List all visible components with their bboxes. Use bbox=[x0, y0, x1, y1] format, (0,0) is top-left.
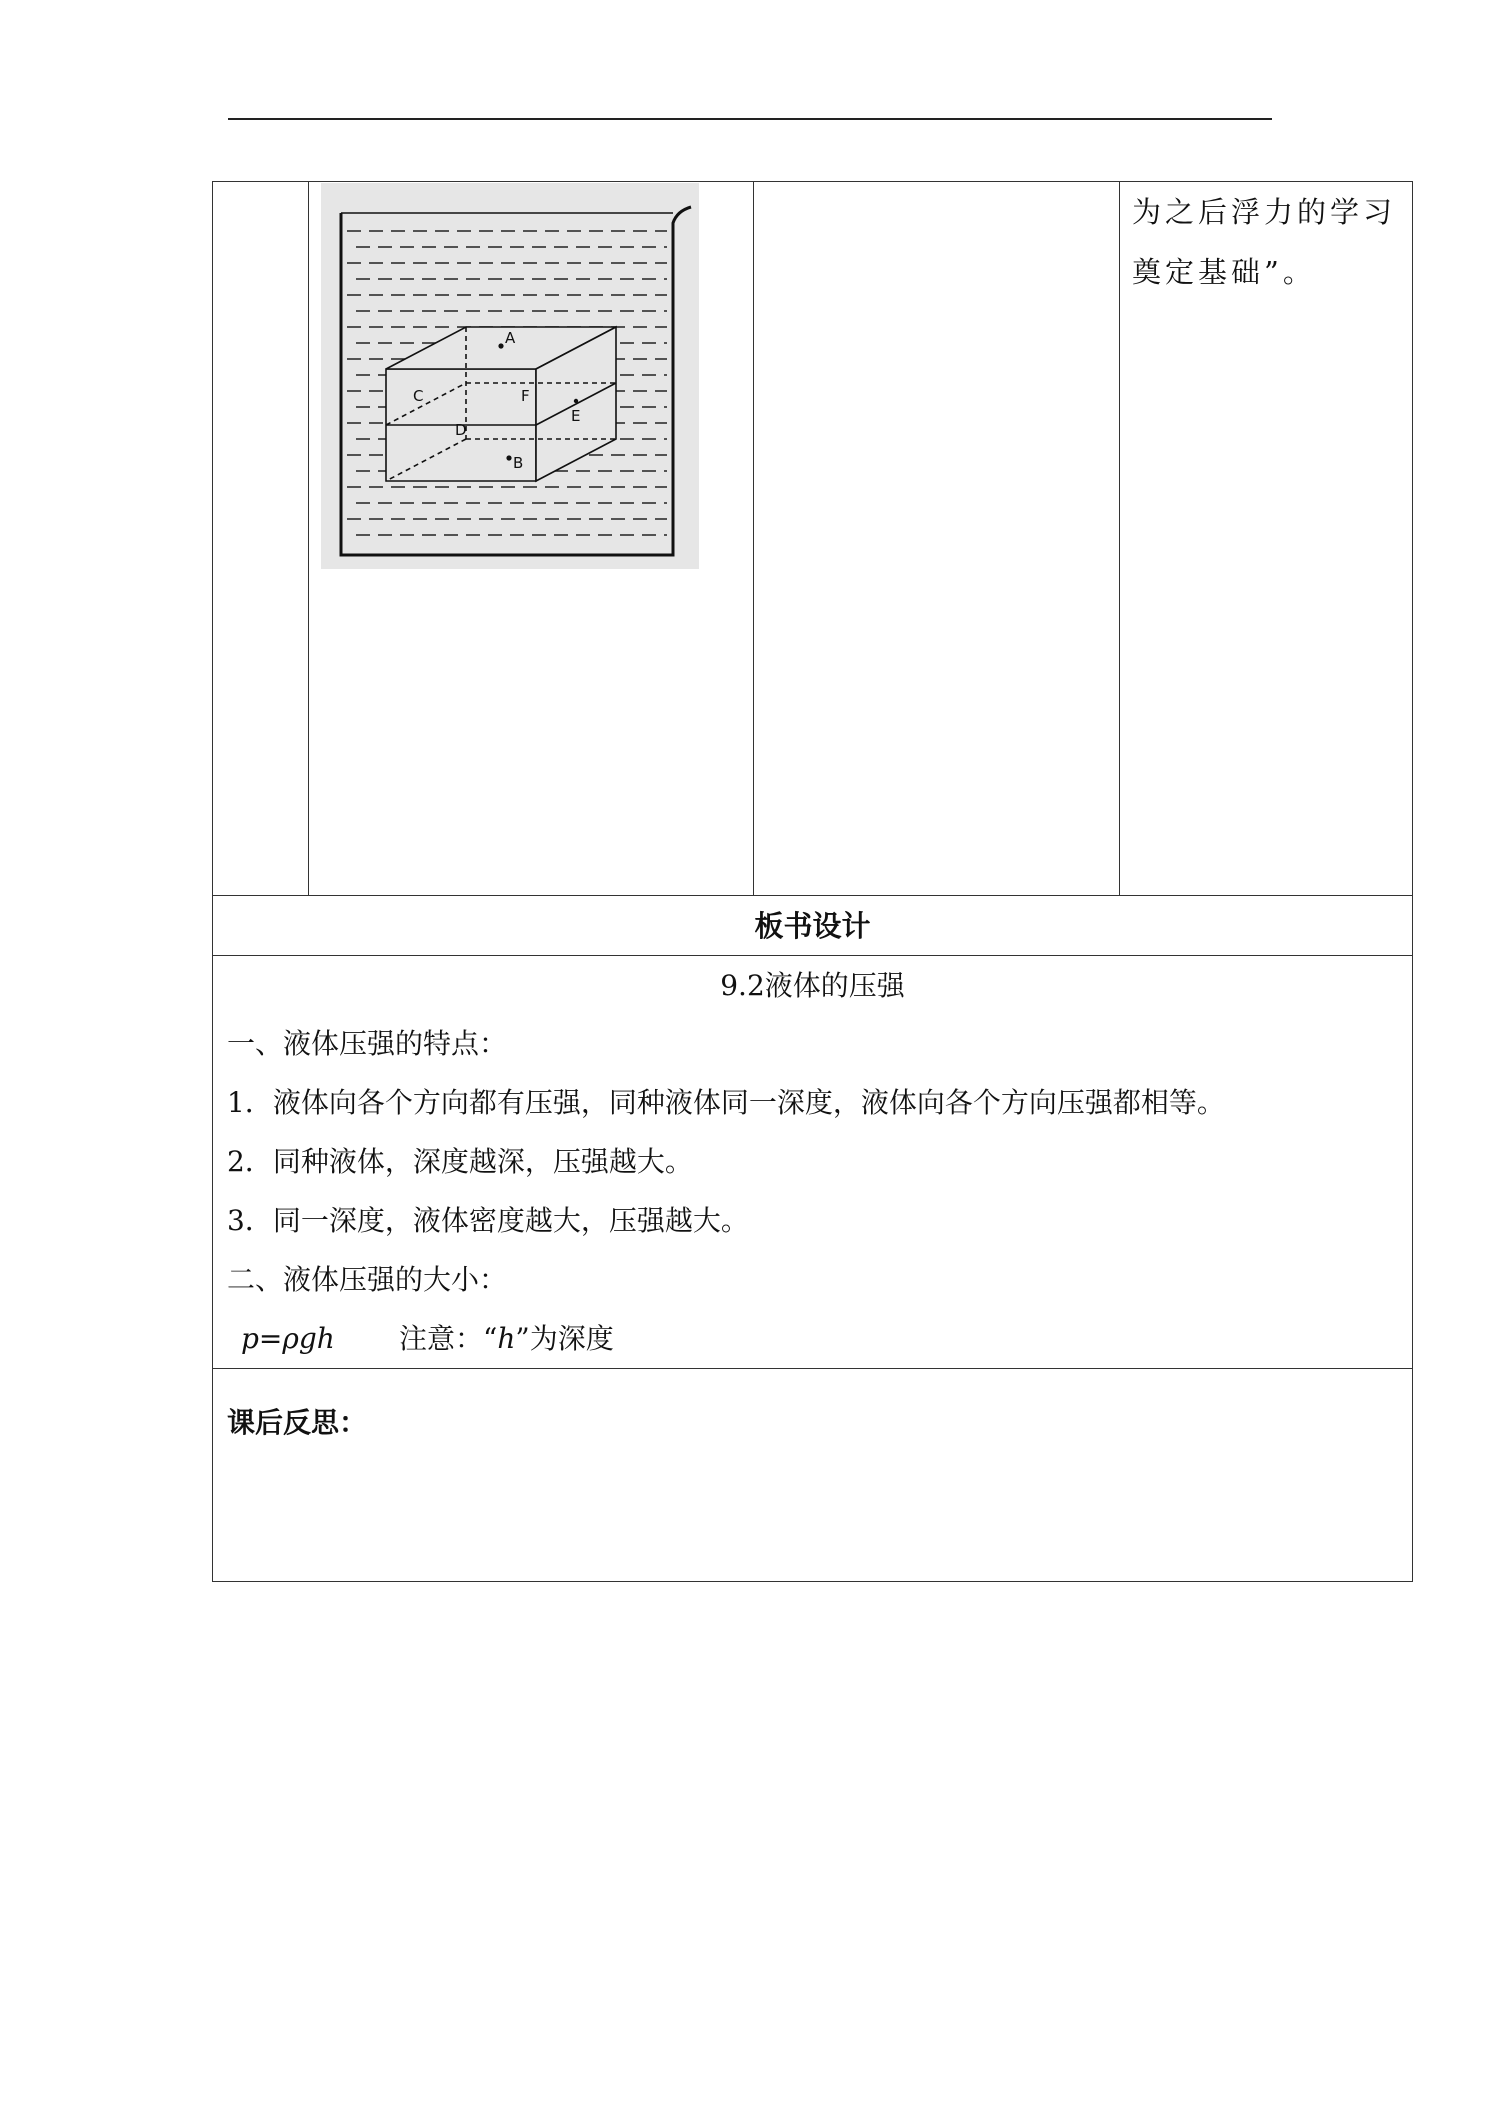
empty-cell bbox=[754, 182, 1120, 896]
list-item: 1．液体向各个方向都有压强，同种液体同一深度，液体向各个方向压强都相等。 bbox=[227, 1086, 1225, 1119]
note-variable: h bbox=[497, 1322, 516, 1355]
note-prefix: 注意：“ bbox=[399, 1322, 498, 1355]
note-suffix: ”为深度 bbox=[515, 1322, 614, 1355]
note-line: 为之后浮力的学习 bbox=[1132, 195, 1397, 229]
board-content-row bbox=[213, 956, 1413, 1369]
section-heading: 二、液体压强的大小： bbox=[227, 1263, 508, 1296]
point-label: A bbox=[505, 329, 516, 347]
point-label: E bbox=[571, 407, 581, 425]
point-label: B bbox=[513, 454, 524, 472]
list-item: 3．同一深度，液体密度越大，压强越大。 bbox=[227, 1204, 749, 1237]
board-content-cell bbox=[213, 956, 1413, 1369]
note-cell bbox=[1120, 182, 1413, 896]
figure-row bbox=[213, 182, 1413, 896]
lesson-plan-table bbox=[212, 181, 1413, 1582]
reflection-row bbox=[213, 1369, 1413, 1582]
point-label: C bbox=[413, 387, 424, 405]
section-heading: 一、液体压强的特点： bbox=[227, 1027, 508, 1060]
board-title-row bbox=[213, 896, 1413, 956]
point-label: F bbox=[521, 387, 530, 405]
board-heading: 9.2液体的压强 bbox=[720, 969, 905, 1002]
blank-cell bbox=[213, 182, 309, 896]
list-item: 2．同种液体，深度越深，压强越大。 bbox=[227, 1145, 693, 1178]
formula-line bbox=[227, 1309, 1398, 1368]
formula: p=ρgh bbox=[241, 1322, 335, 1355]
liquid-pressure-sketch bbox=[321, 183, 699, 569]
header-rule bbox=[228, 118, 1272, 120]
reflection-label: 课后反思： bbox=[227, 1406, 368, 1439]
point-label: D bbox=[455, 421, 467, 439]
figure-cell bbox=[309, 182, 754, 896]
reflection-cell bbox=[213, 1369, 1413, 1582]
note-line: 奠定基础”。 bbox=[1132, 255, 1316, 289]
section-title: 板书设计 bbox=[213, 896, 1413, 956]
